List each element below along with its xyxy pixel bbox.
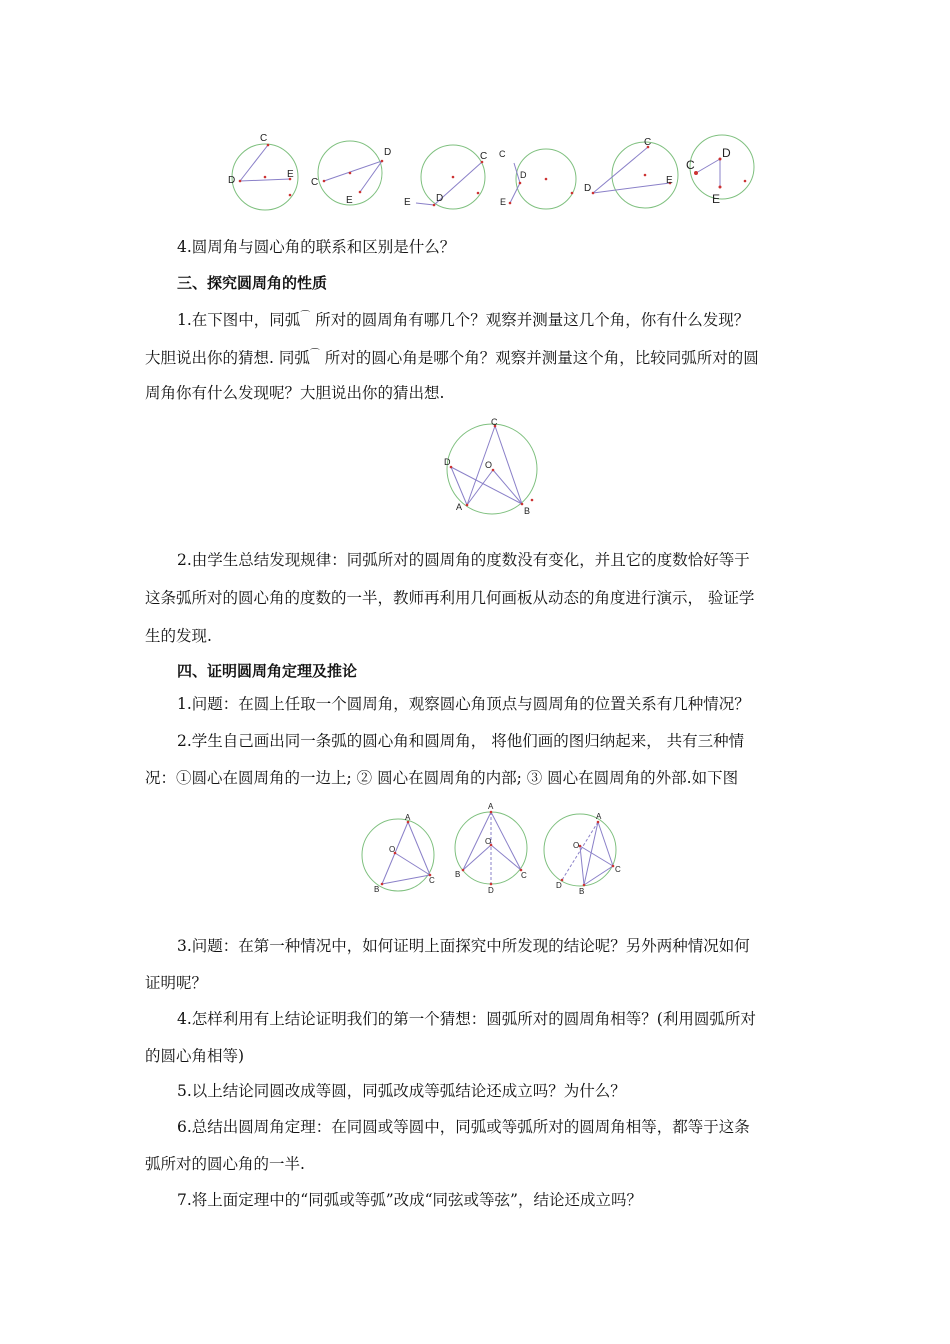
fig1-label-c: C xyxy=(260,133,268,144)
mid-label-b: B xyxy=(524,506,531,516)
fig5-label-e: E xyxy=(666,175,673,186)
section-4-item-6-line-2: 弧所对的圆心角的一半. xyxy=(145,1155,305,1173)
fig3-label-d: D xyxy=(436,193,444,204)
bot3-label-o: O xyxy=(573,841,580,850)
fig2-label-d: D xyxy=(384,147,392,158)
section-4-item-7: 7.将上面定理中的“同弧或等弧”改成“同弦或等弦”，结论还成立吗？ xyxy=(177,1191,642,1209)
s3-1-part-b: 所对的圆周角有哪几个？观察并测量这几个角，你有什么发现？ xyxy=(310,311,750,329)
bot1-label-c: C xyxy=(429,876,435,885)
section-3-item-1-line-3: 周角你有什么发现呢？大胆说出你的猜出想. xyxy=(145,384,445,402)
section-3-item-1-line-1 xyxy=(177,307,842,330)
figure-middle xyxy=(435,415,550,520)
section-4-item-3-line-1: 3.问题：在第一种情况中，如何证明上面探究中所发现的结论呢？另外两种情况如何 xyxy=(177,937,750,955)
bot2-label-a: A xyxy=(488,802,494,811)
fig3-label-e: E xyxy=(404,197,411,208)
s3-1-part-c: 大胆说出你的猜想. 同弧 xyxy=(145,349,310,367)
bot3-label-d: D xyxy=(556,881,562,890)
bot1-label-a: A xyxy=(405,813,411,822)
mid-label-c: C xyxy=(491,417,498,427)
bot3-label-c: C xyxy=(615,865,621,874)
section-4-item-3-line-2: 证明呢？ xyxy=(145,974,208,992)
fig5-label-d: D xyxy=(584,183,592,194)
section-3-heading: 三、探究圆周角的性质 xyxy=(177,274,328,292)
bot2-label-b: B xyxy=(455,870,461,879)
mid-label-d: D xyxy=(444,457,451,467)
section-4-heading: 四、证明圆周角定理及推论 xyxy=(177,662,358,680)
bot3-label-b: B xyxy=(579,887,585,896)
mid-label-a: A xyxy=(456,502,463,512)
mid-label-o: O xyxy=(485,460,493,470)
bot3-label-a: A xyxy=(596,812,602,821)
section-3-item-1-line-2 xyxy=(145,345,810,368)
section-4-item-2-line-2: 况：①圆心在圆周角的一边上; ② 圆心在圆周角的内部; ③ 圆心在圆周角的外部.如下图 xyxy=(145,769,739,787)
fig5-label-c: C xyxy=(644,137,652,148)
section-4-item-5: 5.以上结论同圆改成等圆，同弧改成等弧结论还成立吗？为什么？ xyxy=(177,1082,626,1100)
section-4-item-4-line-1: 4.怎样利用有上结论证明我们的第一个猜想：圆弧所对的圆周角相等？(利用圆弧所对 xyxy=(177,1010,756,1028)
question-4: 4.圆周角与圆心角的联系和区别是什么？ xyxy=(177,238,456,256)
section-4-item-2-line-1: 2.学生自己画出同一条弧的圆心角和圆周角， 将他们画的图归纳起来， 共有三种情 xyxy=(177,732,745,750)
fig3-label-c: C xyxy=(480,151,488,162)
fig1-label-d: D xyxy=(228,175,236,186)
arc-mark: ⌒ xyxy=(300,311,311,322)
bot2-label-c: C xyxy=(521,871,527,880)
figure-bottom-row xyxy=(358,800,628,900)
bot2-label-o: O xyxy=(485,837,492,846)
fig4-label-c: C xyxy=(499,149,506,159)
fig4-label-d: D xyxy=(520,170,527,180)
bot1-label-o: O xyxy=(389,845,396,854)
fig1-label-e: E xyxy=(287,169,294,180)
fig4-label-e: E xyxy=(500,197,507,207)
s3-1-part-a: 1.在下图中，同弧 xyxy=(177,311,301,329)
figure-top-row xyxy=(220,125,760,220)
fig6-label-d: D xyxy=(722,146,731,160)
fig2-label-e: E xyxy=(346,195,353,206)
section-4-item-6-line-1: 6.总结出圆周角定理：在同圆或等圆中，同弧或等弧所对的圆周角相等，都等于这条 xyxy=(177,1118,750,1136)
section-4-item-4-line-2: 的圆心角相等) xyxy=(145,1047,245,1065)
arc-mark: ⌒ xyxy=(309,349,320,360)
fig6-label-e: E xyxy=(712,192,721,206)
bot1-label-b: B xyxy=(374,885,380,894)
section-3-item-2-line-3: 生的发现. xyxy=(145,627,212,645)
section-4-item-1: 1.问题：在圆上任取一个圆周角，观察圆心角顶点与圆周角的位置关系有几种情况？ xyxy=(177,695,750,713)
fig6-label-c: C xyxy=(686,158,695,172)
section-3-item-2-line-2: 这条弧所对的圆心角的度数的一半，教师再利用几何画板从动态的角度进行演示， 验证学 xyxy=(145,589,755,607)
s3-1-part-d: 所对的圆心角是哪个角？观察并测量这个角，比较同弧所对的圆 xyxy=(319,349,759,367)
fig2-label-c: C xyxy=(311,177,319,188)
bot2-label-d: D xyxy=(488,886,494,895)
section-3-item-2-line-1: 2.由学生总结发现规律：同弧所对的圆周角的度数没有变化，并且它的度数恰好等于 xyxy=(177,551,750,569)
